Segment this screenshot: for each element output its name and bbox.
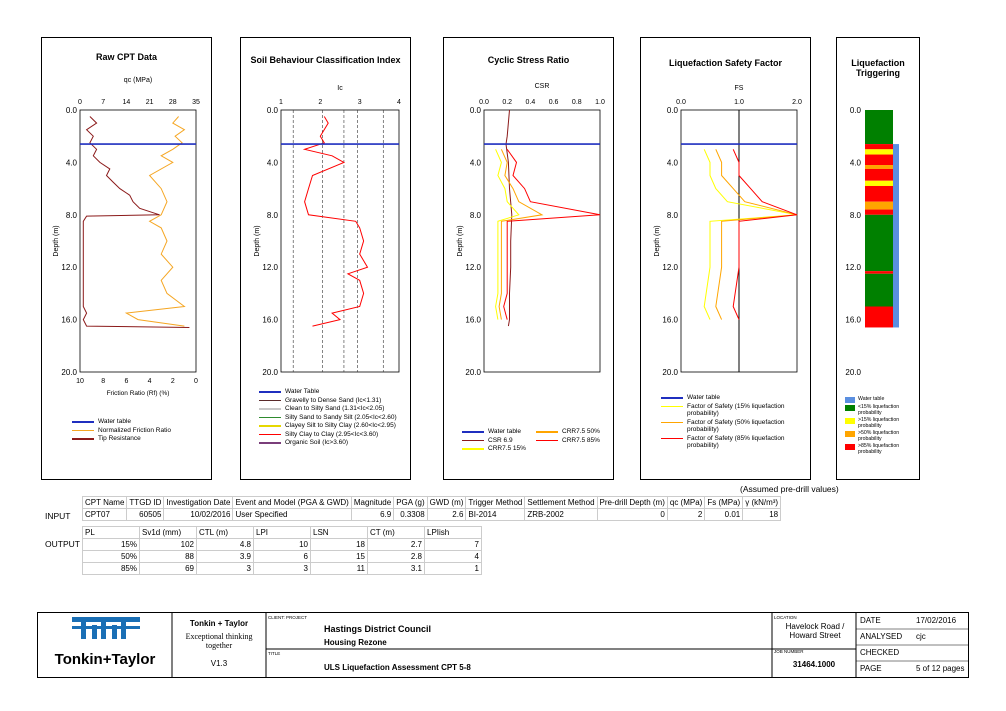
depth-tick-label: 8.0 [849,210,861,220]
legend-label: >85% liquefaction probability [858,443,900,455]
csr-series-line [499,149,542,319]
output-header-cell: CT (m) [368,527,425,539]
legend-item [72,435,171,443]
date-label: DATE [860,616,881,625]
legend-item [661,435,791,450]
client-label: CLIENT: PROJECT [268,615,308,620]
legend-label: >50% liquefaction probability [858,430,900,442]
input-label: INPUT [45,511,71,521]
x-tick-label: 2.0 [792,99,802,106]
output-cell: 15 [311,551,368,563]
sbi-title: Soil Behaviour Classification Index [250,55,401,65]
x-axis-label: FS [734,85,744,92]
input-value-cell: 2 [667,509,704,521]
output-cell: 69 [140,563,197,575]
plot-frame [281,110,399,372]
output-header-cell: LSN [311,527,368,539]
output-cell: 3 [197,563,254,575]
depth-tick-label: 0.0 [469,106,481,115]
depth-tick-label: 4.0 [266,158,278,168]
bottom-tick-label: 0 [194,378,198,385]
input-header-cell: CPT Name [83,497,127,509]
depth-tick-label: 8.0 [666,210,678,220]
depth-tick-label: 0.0 [666,106,678,115]
input-header-cell: qc (MPa) [667,497,704,509]
raw-cpt-legend [72,418,171,444]
trig-legend [845,396,917,456]
legend-item [259,414,405,422]
bottom-tick-label: 2 [170,378,175,385]
analysed-label: ANALYSED [860,632,903,641]
csr-legend-left [462,428,526,454]
depth-tick-label: 16.0 [845,315,861,325]
csr-legend-right [536,428,600,445]
legend-item [259,431,405,439]
trigger-band [865,165,893,169]
output-header-cell: LPIish [425,527,482,539]
tip-resistance-line [83,117,189,328]
bottom-tick-label: 8 [101,378,106,385]
trigger-band [865,274,893,307]
company-name: Tonkin + Taylor [189,619,249,628]
trigger-band [865,155,893,165]
legend-label: CRR7.5 85% [562,436,600,444]
x-tick-label: 1.0 [734,99,744,106]
x-tick-label: 28 [168,99,177,106]
output-header-cell: LPI [254,527,311,539]
depth-tick-label: 12.0 [845,263,861,273]
input-value-cell: 0.3308 [394,509,427,521]
legend-label: Water table [687,394,720,401]
fs-panel [640,37,811,480]
depth-tick-label: 20.0 [845,368,861,377]
legend-item [259,397,405,405]
date-value: 17/02/2016 [916,616,957,625]
input-value-cell: ZRB-2002 [525,509,597,521]
input-value-cell: User Specified [233,509,351,521]
assumed-note: (Assumed pre-drill values) [740,484,839,494]
input-value-cell: 0 [597,509,667,521]
legend-item [259,422,405,430]
csr-panel [443,37,614,480]
input-header-cell: γ (kN/m³) [743,497,781,509]
raw-cpt-title: Raw CPT Data [95,52,157,62]
depth-tick-label: 0.0 [266,106,278,115]
legend-label: Clayey Silt to Silty Clay (2.60<Ic<2.95) [285,422,396,429]
input-value-cell: 60505 [127,509,164,521]
legend-item [462,428,526,436]
output-row [83,539,482,551]
x-tick-label: 0.6 [548,99,559,106]
water-table-bar [893,144,899,327]
raw-cpt-panel [41,37,212,480]
legend-label: Water Table [285,388,320,395]
legend-label: Water table [98,418,131,425]
legend-item [259,388,405,396]
legend-item [845,404,917,416]
x-tick-label: 0.0 [676,99,686,106]
depth-tick-label: 16.0 [662,315,678,325]
legend-label: Water table [488,428,521,435]
legend-label: <15% liquefaction probability [858,404,900,416]
output-cell: 2.8 [368,551,425,563]
legend-label: Factor of Safety (15% liquefaction probability) [687,402,785,417]
location-label: LOCATION [774,615,797,620]
output-cell: 102 [140,539,197,551]
depth-tick-label: 20.0 [465,368,481,377]
input-header-cell: Pre-drill Depth (m) [597,497,667,509]
output-row [83,563,482,575]
legend-label: CRR7.5 15% [488,445,526,452]
legend-label: Gravelly to Dense Sand (Ic<1.31) [285,396,382,404]
output-cell: 3.1 [368,563,425,575]
csr-title: Cyclic Stress Ratio [487,55,570,65]
depth-tick-label: 20.0 [662,368,678,377]
depth-tick-label: 20.0 [262,368,278,377]
trig-title: Liquefaction Triggering [851,58,905,78]
legend-item [845,430,917,442]
legend-item [845,396,917,403]
input-value-cell: 0.01 [705,509,743,521]
input-header-cell: GWD (m) [427,497,466,509]
depth-tick-label: 20.0 [61,368,77,377]
trigger-band [865,210,893,215]
output-cell: 88 [140,551,197,563]
x-tick-label: 2 [318,99,323,106]
company-logo-text: Tonkin+Taylor [54,651,156,668]
input-value-cell: 2.6 [427,509,466,521]
legend-item [259,439,405,447]
fs-series-line [716,149,797,319]
project-name: Housing Rezone [324,638,387,647]
bottom-tick-label: 10 [76,378,84,385]
input-header-row [83,497,781,509]
legend-label: Silty Clay to Clay (2.95<Ic<3.60) [285,430,379,438]
output-cell: 1 [425,563,482,575]
fs-legend [661,394,791,451]
x-tick-label: 4 [397,99,401,106]
output-cell: 85% [83,563,140,575]
legend-label: Silty Sand to Sandy Silt (2.05<Ic<2.60) [285,413,397,421]
legend-label: Organic Soil (Ic>3.60) [285,439,349,446]
x-tick-label: 3 [357,99,362,106]
depth-tick-label: 0.0 [65,106,77,115]
output-cell: 3 [254,563,311,575]
input-header-cell: TTGD ID [127,497,164,509]
trigger-band [865,110,893,144]
legend-label: Clean to Silty Sand (1.31<Ic<2.05) [285,405,385,412]
input-value-cell: 6.9 [351,509,393,521]
legend-item [462,445,526,453]
depth-tick-label: 16.0 [61,315,77,325]
depth-tick-label: 4.0 [469,158,481,168]
depth-tick-label: 16.0 [465,315,481,325]
sbi-legend [259,388,405,448]
input-header-cell: Event and Model (PGA & GWD) [233,497,351,509]
legend-label: Normalized Friction Ratio [98,426,171,434]
output-cell: 11 [311,563,368,575]
trigger-band [865,202,893,210]
x-tick-label: 7 [101,99,106,106]
output-cell: 4 [425,551,482,563]
input-header-cell: PGA (g) [394,497,427,509]
input-value-cell: BI-2014 [466,509,525,521]
depth-axis-label: Depth (m) [457,225,464,257]
x-axis-label: CSR [534,83,550,90]
depth-tick-label: 12.0 [262,263,278,273]
x-tick-label: 35 [192,99,200,106]
output-cell: 2.7 [368,539,425,551]
bottom-tick-label: 6 [124,378,129,385]
legend-item [661,419,791,434]
input-header-cell: Trigger Method [466,497,525,509]
version: V1.3 [210,659,228,668]
depth-tick-label: 8.0 [469,210,481,220]
input-table [82,496,781,521]
output-cell: 7 [425,539,482,551]
depth-tick-label: 12.0 [662,263,678,273]
output-label: OUTPUT [45,539,80,549]
legend-item [536,437,600,445]
input-header-cell: Settlement Method [525,497,597,509]
input-value-cell: 18 [743,509,781,521]
title-label: TITLE [268,651,281,656]
trigger-band [865,271,893,274]
depth-tick-label: 8.0 [65,210,77,220]
legend-item [72,427,171,435]
drawing-title: ULS Liquefaction Assessment CPT 5-8 [324,663,471,672]
company-tagline: Exceptional thinking together [185,632,253,650]
input-header-cell: Fs (MPa) [705,497,743,509]
output-header-row [83,527,482,539]
x-tick-label: 1 [279,99,283,106]
input-header-cell: Magnitude [351,497,393,509]
page-value: 5 of 12 pages [916,664,965,673]
x-tick-label: 0.8 [571,99,582,106]
input-values-row [83,509,781,521]
location-value: Havelock Road / Howard Street [785,622,845,640]
output-cell: 3.9 [197,551,254,563]
x-tick-label: 0.4 [525,99,536,106]
trigger-band [865,149,893,154]
depth-tick-label: 8.0 [266,210,278,220]
x-tick-label: 0.0 [479,99,489,106]
legend-label: CRR7.5 50% [562,428,600,435]
input-value-cell: 10/02/2016 [164,509,233,521]
jobno-label: JOB NUMBER [774,649,804,654]
legend-item [661,394,791,402]
trigger-band [865,215,893,271]
legend-label: >15% liquefaction probability [858,417,900,429]
legend-label: CSR 6.9 [488,436,513,444]
depth-tick-label: 4.0 [849,158,861,168]
depth-axis-label: Depth (m) [53,225,60,257]
input-value-cell: CPT07 [83,509,127,521]
depth-tick-label: 0.0 [849,106,861,115]
depth-tick-label: 4.0 [65,158,77,168]
legend-item [462,437,526,445]
x-axis-label: qc (MPa) [123,77,153,84]
x-tick-label: 21 [145,99,154,106]
sbi-panel [240,37,411,480]
legend-item [72,418,171,426]
fs-series-line [733,149,797,319]
ic-line [305,117,368,327]
bottom-tick-label: 4 [147,378,152,385]
plot-frame [80,110,196,372]
x-axis-label: Ic [337,85,343,92]
output-cell: 50% [83,551,140,563]
x-tick-label: 0 [78,99,82,106]
depth-tick-label: 12.0 [61,263,77,273]
legend-label: Tip Resistance [98,435,141,442]
trig-panel [836,37,920,480]
legend-label: Water table [858,396,885,402]
csr-chart [444,38,613,479]
friction-ratio-line [126,117,184,327]
input-header-cell: Investigation Date [164,497,233,509]
output-table [82,526,482,575]
legend-label: Factor of Safety (50% liquefaction probability) [687,418,785,433]
depth-tick-label: 16.0 [262,315,278,325]
output-cell: 18 [311,539,368,551]
csr-series-line [504,149,600,319]
output-header-cell: PL [83,527,140,539]
output-header-cell: Sv1d (mm) [140,527,197,539]
fs-title: Liquefaction Safety Factor [668,58,783,68]
legend-item [845,443,917,455]
trigger-band [865,186,893,202]
legend-item [845,417,917,429]
checked-label: CHECKED [860,648,900,657]
output-cell: 15% [83,539,140,551]
title-block [37,612,969,678]
depth-axis-label: Depth (m) [254,225,261,257]
legend-label: Factor of Safety (85% liquefaction probability) [687,434,785,449]
x-tick-label: 14 [122,99,131,106]
x-tick-label: 0.2 [502,99,513,106]
output-header-cell: CTL (m) [197,527,254,539]
output-cell: 10 [254,539,311,551]
x-tick-label: 1.0 [595,99,605,106]
analysed-value: cjc [916,632,926,641]
legend-item [259,405,405,413]
bottom-axis-label: Friction Ratio (Rf) (%) [106,390,170,397]
jobno-value: 31464.1000 [792,660,836,669]
trigger-band [865,169,893,181]
page-label: PAGE [860,664,882,673]
client-name: Hastings District Council [324,624,432,634]
depth-axis-label: Depth (m) [654,225,661,257]
trigger-band [865,307,893,328]
trigger-band [865,144,893,149]
raw-cpt-chart [42,38,211,479]
trigger-band [865,181,893,186]
depth-tick-label: 4.0 [666,158,678,168]
legend-item [536,428,600,436]
output-cell: 4.8 [197,539,254,551]
output-row [83,551,482,563]
depth-tick-label: 12.0 [465,263,481,273]
legend-item [661,403,791,418]
output-cell: 6 [254,551,311,563]
tt-logo-icon [72,617,140,639]
